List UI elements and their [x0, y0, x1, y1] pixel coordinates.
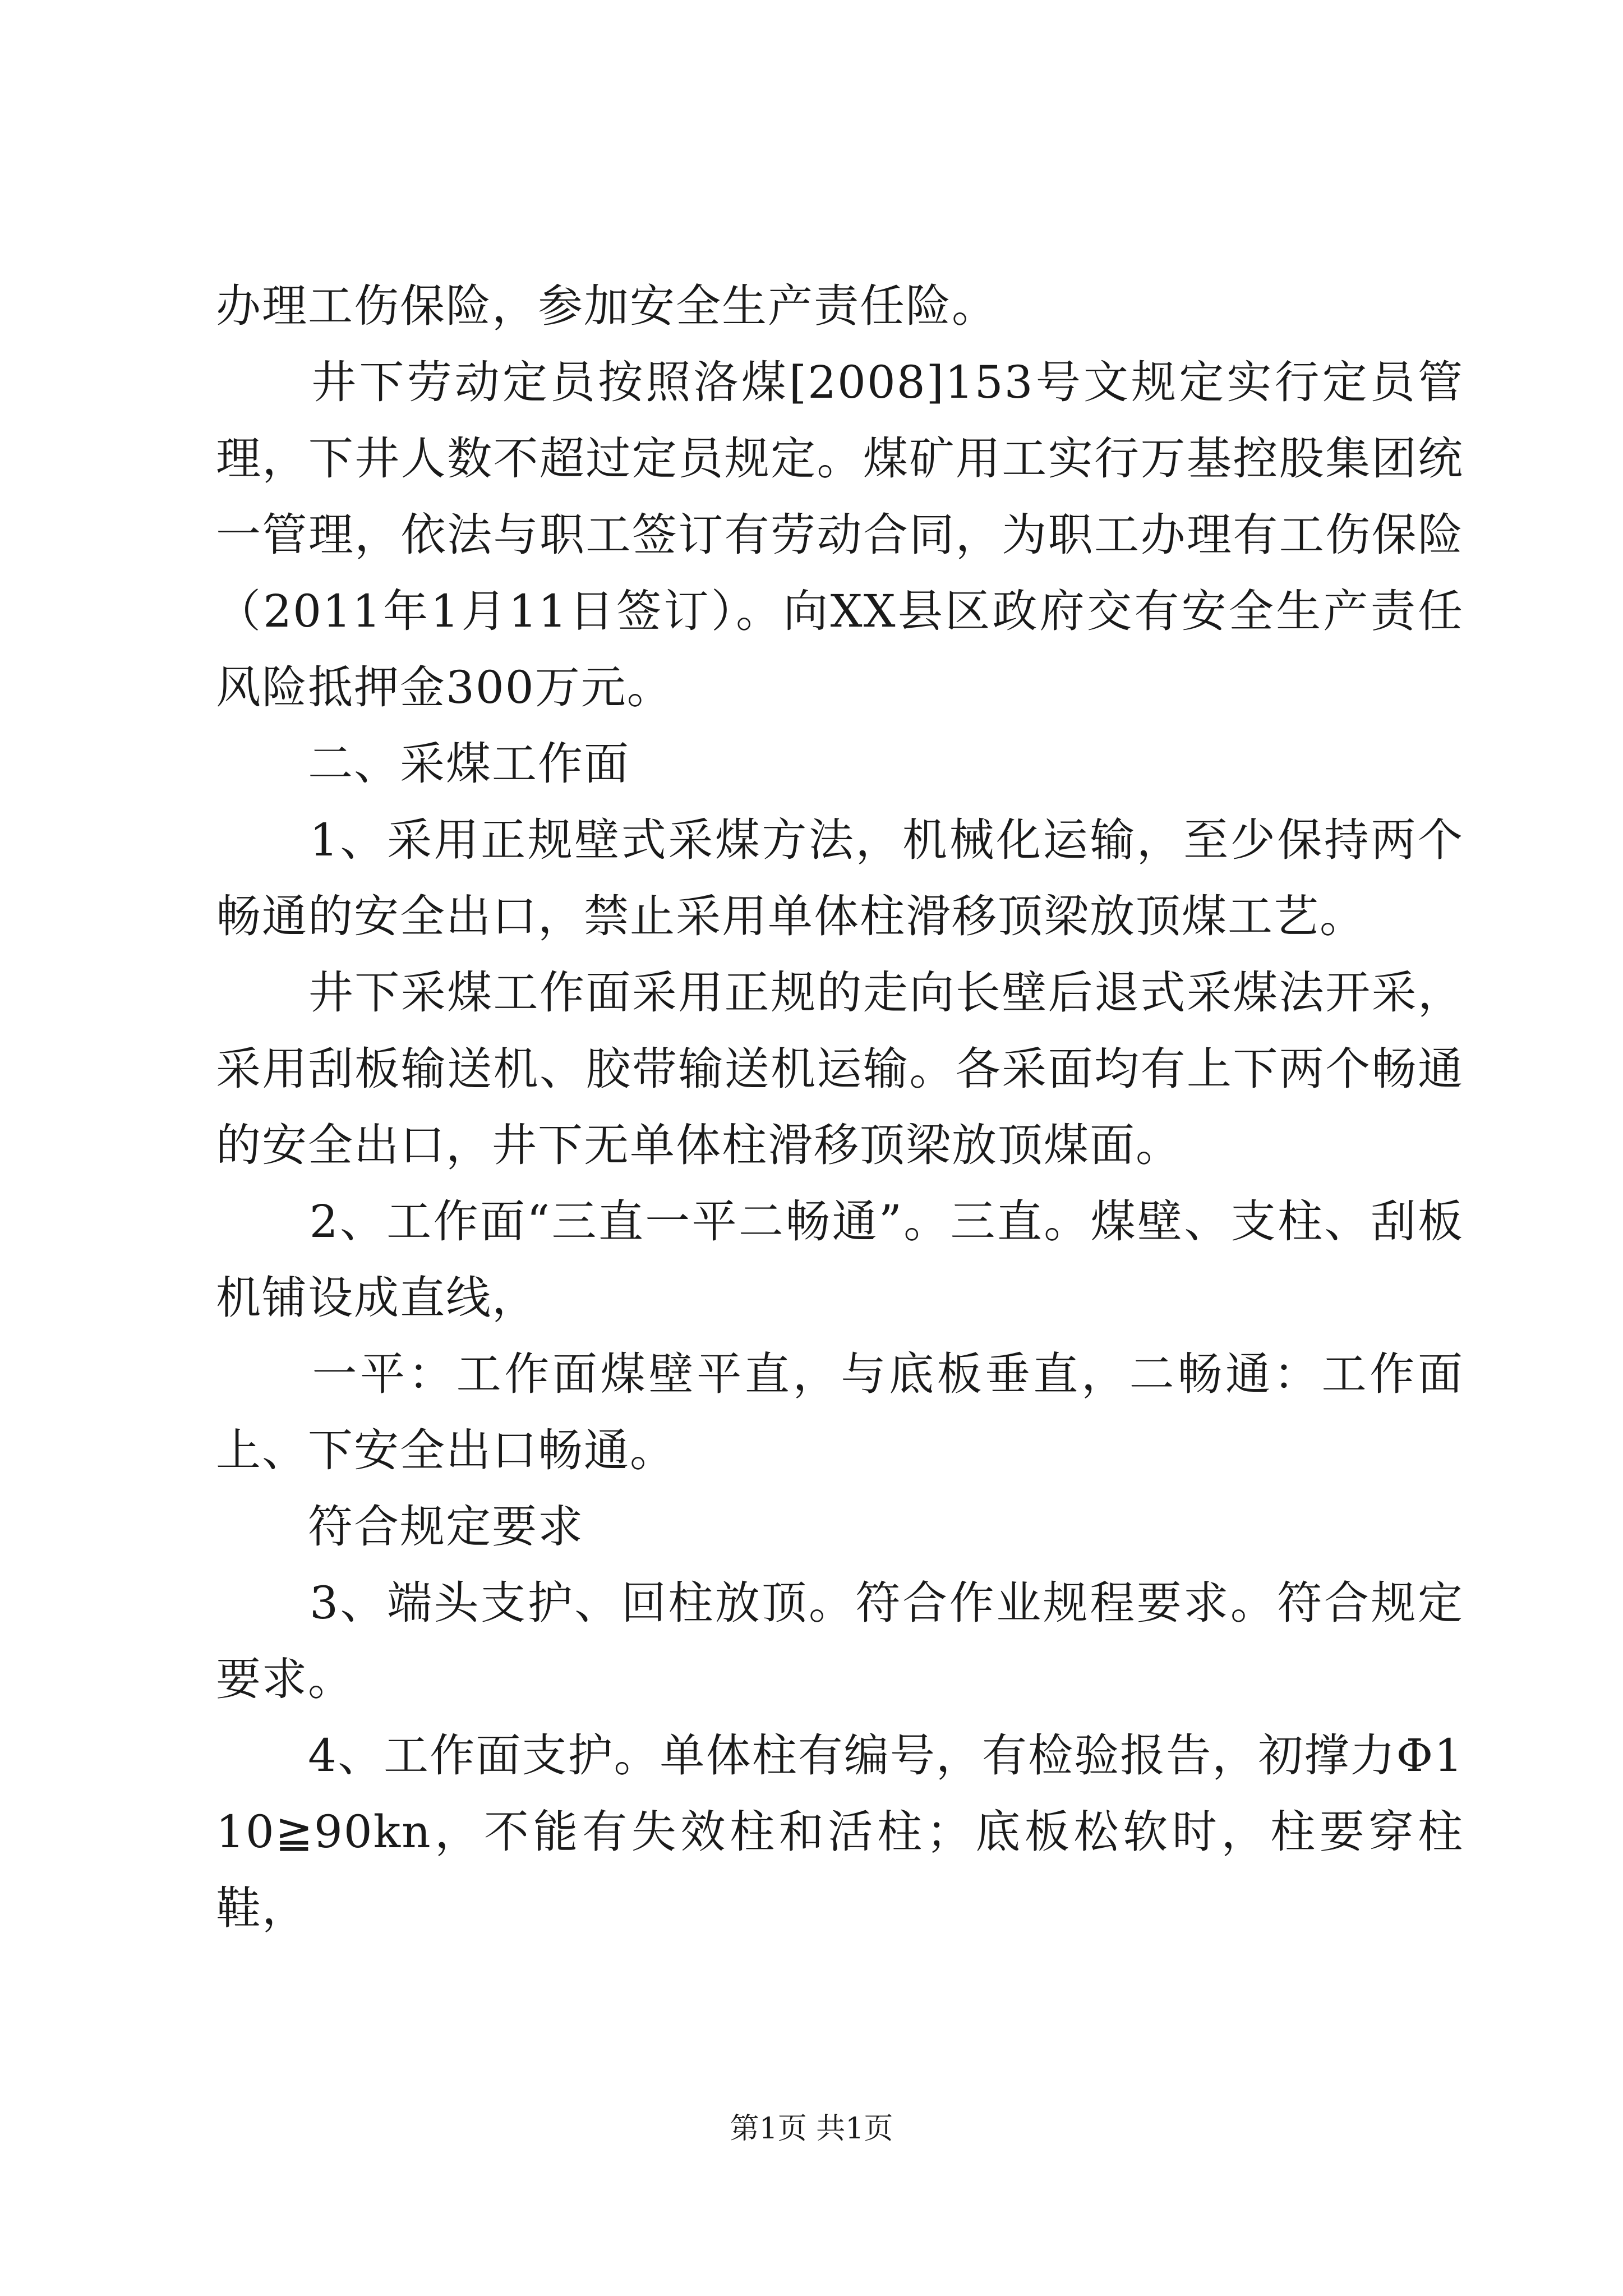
paragraph-item-2: 2、工作面“三直一平二畅通”。三直。煤壁、支柱、刮板机铺设成直线， — [216, 1195, 1464, 1324]
paragraph-item-1-detail: 井下采煤工作面采用正规的走向长壁后退式采煤法开采，采用刮板输送机、胶带输送机运输。各采面均有上下两个畅通的安全出口，井下无单体柱滑移顶梁放顶煤面。 — [216, 967, 1464, 1171]
page-footer: 第1页 共1页 — [730, 2112, 893, 2146]
paragraph-2: 井下劳动定员按照洛煤[2008]153号文规定实行定员管理，下井人数不超过定员规定。煤矿用工实行万基控股集团统一管理，依法与职工签订有劳动合同，为职工办理有工伤保险（2011年1月11日签订）。向XX县区政府交有安全生产责任风险抵押金300万元。 — [216, 356, 1464, 714]
document-body — [216, 268, 1464, 1947]
paragraph-item-4: 4、工作面支护。单体柱有编号，有检验报告，初撑力Φ110≧90kn，不能有失效柱和活柱；底板松软时，柱要穿柱鞋， — [216, 1729, 1464, 1934]
paragraph-item-3: 3、端头支护、回柱放顶。符合作业规程要求。符合规定要求。 — [216, 1577, 1464, 1705]
paragraph-1: 办理工伤保险，参加安全生产责任险。 — [216, 280, 998, 332]
section-heading: 二、采煤工作面 — [216, 738, 630, 790]
paragraph-item-2-detail: 一平：工作面煤壁平直，与底板垂直，二畅通：工作面上、下安全出口畅通。 — [216, 1348, 1464, 1476]
paragraph-item-1: 1、采用正规壁式采煤方法，机械化运输，至少保持两个畅通的安全出口，禁止采用单体柱滑移顶梁放顶煤工艺。 — [216, 814, 1464, 942]
paragraph-item-2-result: 符合规定要求 — [216, 1501, 584, 1553]
